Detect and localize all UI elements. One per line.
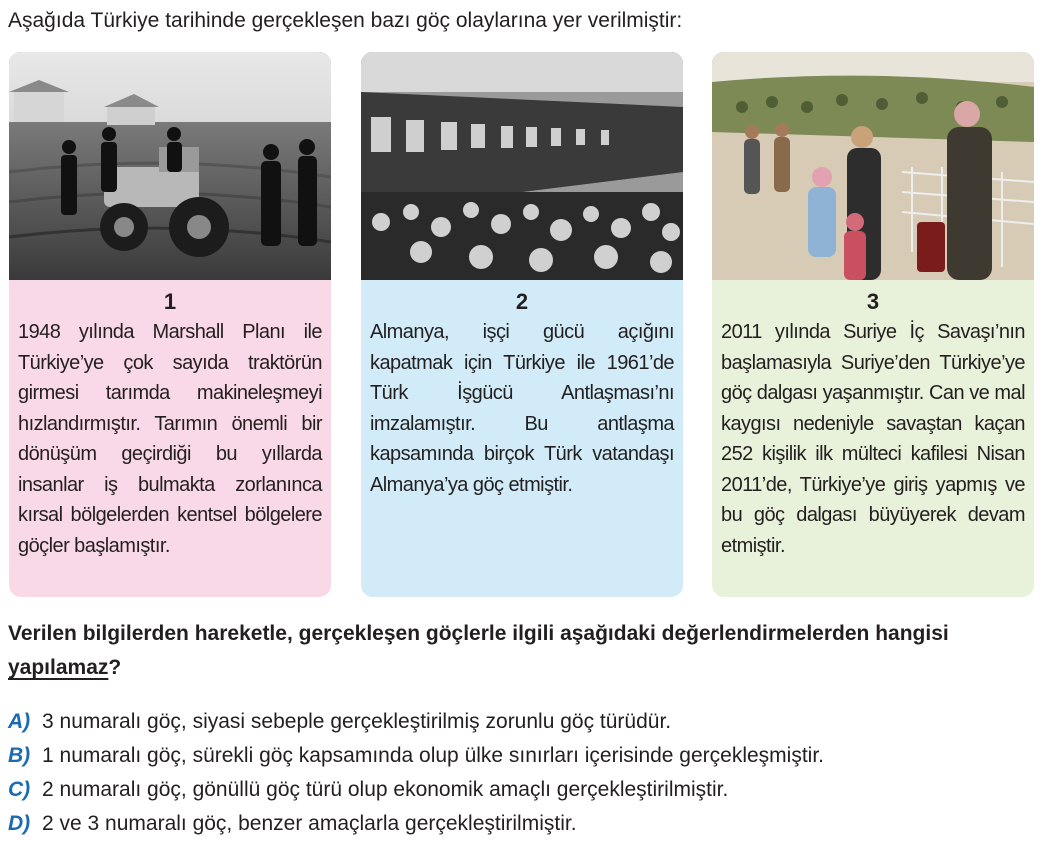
question-text-after: ?: [108, 656, 122, 679]
option-text: 3 numaralı göç, siyasi sebeple gerçekleştirilmiş zorunlu göç türüdür.: [42, 710, 672, 733]
option-text: 2 numaralı göç, gönüllü göç türü olup ekonomik amaçlı gerçekleştirilmiştir.: [42, 778, 729, 801]
card-text: Almanya, işçi gücü açığını kapatmak için Türkiye ile 1961’de Türk İşgücü Antlaşması’nı imzalamıştır. Bu antlaşma kapsamında birçok Türk vatandaşı Almanya’ya göç etmiştir.: [370, 321, 674, 496]
question-underlined-word: yapılamaz: [8, 656, 109, 679]
option-letter: A): [8, 710, 31, 733]
option-text: 1 numaralı göç, sürekli göç kapsamında olup ülke sınırları içerisinde gerçekleşmiştir.: [42, 744, 825, 767]
option-letter: C): [8, 778, 31, 801]
option-b[interactable]: [8, 744, 1038, 778]
intro-text: Aşağıda Türkiye tarihinde gerçekleşen bazı göç olaylarına yer verilmiştir:: [8, 9, 683, 32]
migration-card-2: [361, 52, 683, 597]
option-c[interactable]: [8, 778, 1038, 812]
card-text: 1948 yılında Marshall Planı ile Türkiye’ye çok sayıda traktörün girmesi tarımda makineleşmeyi hızlandırmıştır. Tarımın önemli bir dönüşüm geçirdiği bu yıllarda insanlar iş bulmakta zorlanınca kırsal bölgelerden kentsel bölgelere göçler başlamıştır.: [18, 321, 322, 557]
card-number: 2: [515, 289, 529, 314]
tractor-photo: [9, 52, 331, 280]
card-number: 1: [163, 289, 177, 314]
option-d[interactable]: [8, 812, 1038, 846]
train-crowd-photo: [361, 52, 683, 280]
card-number: 3: [866, 289, 880, 314]
migration-card-3: [712, 52, 1034, 597]
refugees-photo: [712, 52, 1034, 280]
question-text-before: Verilen bilgilerden hareketle, gerçekleşen göçlerle ilgili aşağıdaki değerlendirmelerden hangisi: [8, 622, 949, 645]
option-letter: D): [8, 812, 31, 835]
option-a[interactable]: [8, 710, 1038, 744]
option-letter: B): [8, 744, 31, 767]
answer-options: [8, 710, 1038, 846]
card-text: 2011 yılında Suriye İç Savaşı’nın başlamasıyla Suriye’den Türkiye’ye göç dalgası yaşanmıştır. Can ve mal kaygısı nedeniyle savaştan kaçan 252 kişilik ilk mülteci kafilesi Nisan 2011’de, Türkiye’ye giriş yapmış ve bu göç dalgası büyüyerek devam etmiştir.: [721, 321, 1025, 557]
question-text: [8, 617, 1040, 685]
option-text: 2 ve 3 numaralı göç, benzer amaçlarla gerçekleştirilmiştir.: [42, 812, 577, 835]
migration-card-1: [9, 52, 331, 597]
